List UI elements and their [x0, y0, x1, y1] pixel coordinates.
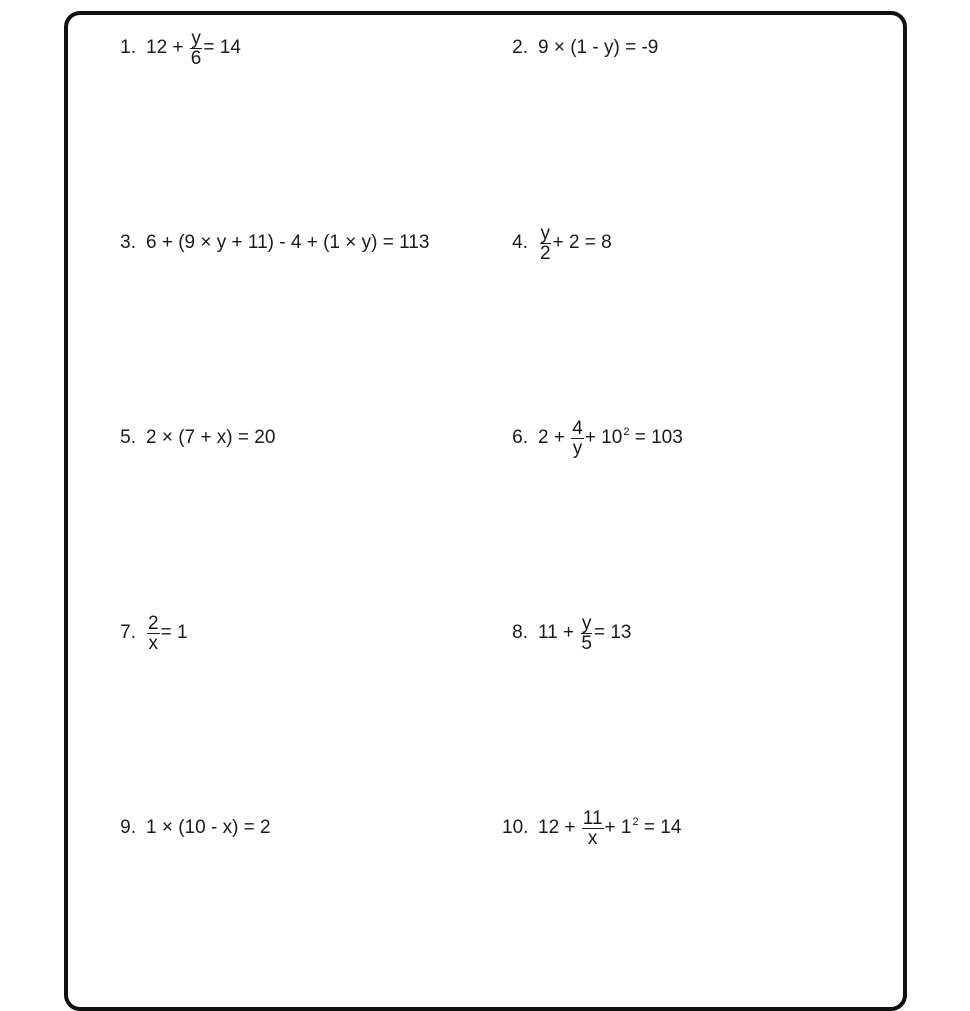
equation-text: 1 × (10 - x) = 2: [146, 817, 271, 838]
equation-text: 6 + (9 × y + 11) - 4 + (1 × y) = 113: [146, 232, 430, 253]
equation-text: + 2 = 8: [552, 232, 612, 253]
equation-text: 12 +: [146, 37, 189, 58]
equation-text: = 13: [593, 622, 632, 643]
fraction-numerator: 4: [572, 418, 583, 439]
problem-number: 2.: [512, 37, 528, 58]
equation: [538, 419, 683, 457]
equation: [538, 809, 681, 847]
fraction: [190, 30, 203, 68]
fraction-denominator: 2: [540, 243, 551, 264]
problem-number: 5.: [120, 427, 136, 448]
equation: [146, 232, 429, 254]
problem-10: [502, 804, 681, 852]
problem-number: 4.: [512, 232, 528, 253]
fraction-denominator: 5: [581, 633, 592, 654]
problem-7: [118, 609, 188, 657]
equation-text: 2 × (7 + x) = 20: [146, 427, 276, 448]
fraction-denominator: x: [587, 828, 598, 849]
problem-number: 9.: [120, 817, 136, 838]
equation: [146, 427, 275, 449]
fraction: [580, 615, 593, 653]
problem-number: 8.: [512, 622, 528, 643]
fraction-denominator: 6: [190, 48, 202, 69]
equation-text: + 1: [604, 817, 632, 838]
equation-text: 9 × (1 - y) = -9: [538, 37, 659, 58]
equation-text: = 1: [160, 622, 188, 643]
exponent: 2: [623, 426, 630, 438]
equation-text: = 14: [203, 37, 241, 58]
equation-text: = 103: [629, 427, 683, 448]
equation: [538, 224, 612, 262]
fraction: [571, 420, 584, 458]
fraction-denominator: y: [572, 438, 583, 459]
problem-4: [502, 219, 612, 267]
fraction: [147, 615, 160, 653]
problem-1: [118, 24, 241, 72]
equation: [538, 614, 631, 652]
problem-9: [118, 804, 271, 852]
problem-number: 3.: [120, 232, 136, 253]
equation-text: + 10: [584, 427, 623, 448]
problem-8: [502, 609, 631, 657]
fraction: [539, 225, 552, 263]
fraction: [582, 810, 604, 848]
equation-text: 2 +: [538, 427, 571, 448]
equation-text: 11 +: [538, 622, 580, 643]
worksheet-panel: [64, 11, 907, 1011]
fraction-numerator: 2: [148, 613, 159, 634]
fraction-denominator: x: [148, 633, 159, 654]
problem-5: [118, 414, 275, 462]
problem-number: 1.: [120, 37, 136, 58]
equation: [146, 29, 241, 67]
problem-number: 7.: [120, 622, 136, 643]
exponent: 2: [632, 816, 639, 828]
fraction-numerator: y: [191, 28, 201, 49]
problem-3: [118, 219, 429, 267]
fraction-numerator: y: [540, 223, 551, 244]
problem-number: 6.: [512, 427, 528, 448]
equation: [146, 614, 188, 652]
problem-6: [502, 414, 683, 462]
equation: [146, 817, 271, 839]
problem-number: 10.: [502, 817, 529, 838]
fraction-numerator: y: [581, 613, 592, 634]
equation-text: 12 +: [538, 817, 581, 838]
problem-2: [502, 24, 658, 72]
equation-text: = 14: [638, 817, 682, 838]
equation: [538, 37, 658, 59]
fraction-numerator: 11: [582, 808, 603, 829]
